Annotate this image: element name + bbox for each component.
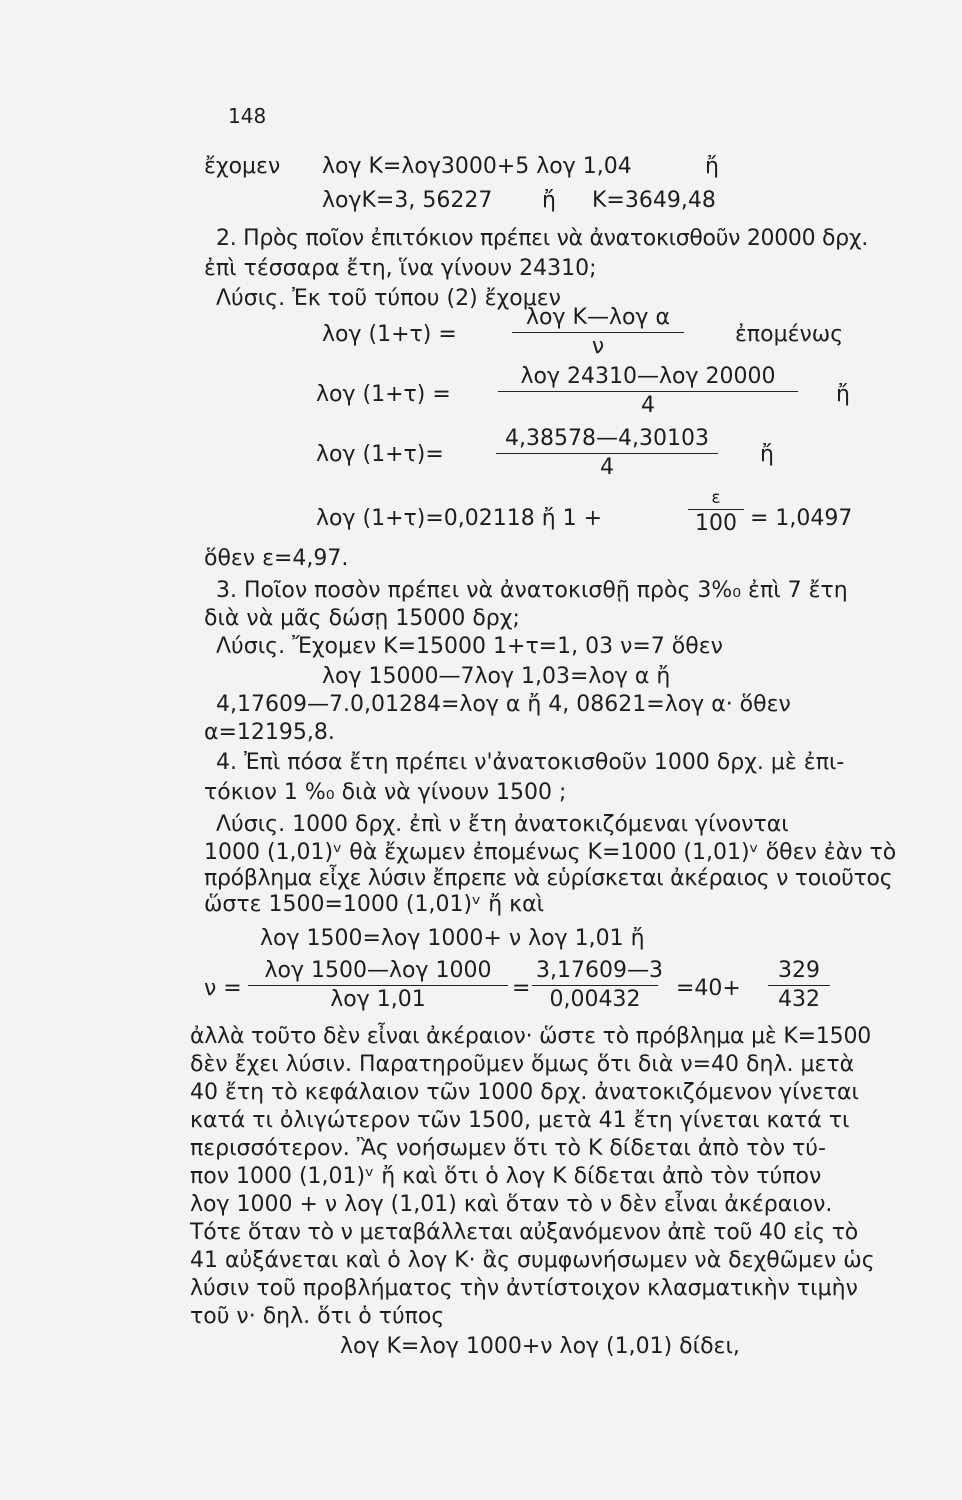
solution-heading: Λύσις. Ἔχομεν Κ=15000 1+τ=1, 03 ν=7 ὅθεν [216,634,723,659]
text-line: πρόβλημα εἶχε λύσιν ἔπρεπε νὰ εὑρίσκεται ἀκέραιος ν τοιοῦτος [204,866,893,891]
fraction-numerator: λογ Κ—λογ α [526,305,670,330]
text-line: ὥστε 1500=1000 (1,01)ᵛ ἤ καὶ [204,892,545,917]
problem-3-line: διὰ νὰ μᾶς δώσῃ 15000 δρχ; [204,606,520,631]
equation-left: λογ (1+τ) = [316,382,451,407]
fraction [768,958,830,1013]
equation-line: λογ Κ=λογ 1000+ν λογ (1,01) δίδει, [340,1334,740,1359]
equation-left: ν = [204,976,242,1001]
fraction-denominator: ν [591,334,605,359]
text-line: ἤ [760,442,774,467]
fraction [496,426,718,481]
fraction-numerator: ε [711,488,721,508]
text-line: α=12195,8. [204,720,335,745]
fraction-denominator: 4 [600,455,614,480]
equation-left: λογ (1+τ)=0,02118 ἤ 1 + [316,506,603,531]
text-line: λύσιν τοῦ προβλήματος τὴν ἀντίστοιχον κλασματικὴν τιμὴν [190,1276,858,1301]
fraction [498,364,798,419]
fraction [512,305,684,360]
solution-heading: Λύσις. 1000 δρχ. ἐπὶ ν ἔτη ἀνατοκιζόμεναι γίνονται [216,812,789,837]
fraction-numerator: λογ 24310—λογ 20000 [520,364,776,389]
text-line: τοῦ ν· δηλ. ὅτι ὁ τύπος [190,1304,445,1329]
equation-left: λογ (1+τ) = [322,322,457,347]
solution-heading: Λύσις. Ἐκ τοῦ τύπου (2) ἔχομεν [216,286,561,311]
text-line: περισσότερον. Ἂς νοήσωμεν ὅτι τὸ Κ δίδεται ἀπὸ τὸν τύ- [190,1136,826,1161]
text-line: ἐπομένως [735,322,844,347]
fraction-bar [498,391,798,392]
fraction [248,958,508,1013]
text-line: πον 1000 (1,01)ᵛ ἤ καὶ ὅτι ὁ λογ Κ δίδεται ἀπὸ τὸν τύπον [190,1164,822,1189]
equation-line: Κ=3649,48 [592,188,716,213]
equation-left: λογ (1+τ)= [316,442,444,467]
fraction-bar [768,985,830,986]
text-line: κατά τι ὀλιγώτερον τῶν 1500, μετὰ 41 ἔτη γίνεται κατά τι [190,1108,850,1133]
fraction-denominator: 4 [641,393,655,418]
fraction-numerator: 329 [778,958,820,983]
fraction-bar [248,985,508,986]
text-line: ὅθεν ε=4,97. [204,546,349,571]
text-line: ἤ [836,382,850,407]
equation-line: λογ Κ=λογ3000+5 λογ 1,04 [322,154,632,179]
equation-line: λογ 15000—7λογ 1,03=λογ α ἤ [322,664,671,689]
fraction-denominator: λογ 1,01 [330,987,426,1012]
equals-sign: = [512,976,531,1001]
page-number: 148 [228,104,267,128]
problem-2-line: ἐπὶ τέσσαρα ἔτη, ἵνα γίνουν 24310; [204,256,597,281]
problem-2-line: 2. Πρὸς ποῖον ἐπιτόκιον πρέπει νὰ ἀνατοκισθοῦν 20000 δρχ. [216,226,868,251]
equation-mid: =40+ [676,976,741,1001]
fraction-bar [512,332,684,333]
fraction [688,488,744,537]
text-line: λογ 1000 + ν λογ (1,01) καὶ ὅταν τὸ ν δὲν εἶναι ἀκέραιον. [190,1192,833,1217]
fraction-bar [496,453,718,454]
fraction-numerator: λογ 1500—λογ 1000 [264,958,492,983]
text-line: ἔχομεν [204,154,281,179]
text-line: ἤ [542,188,556,213]
text-line: δὲν ἔχει λύσιν. Παρατηροῦμεν ὅμως ὅτι διὰ ν=40 δηλ. μετὰ [190,1052,855,1077]
fraction-denominator: 432 [778,987,820,1012]
text-line: ἀλλὰ τοῦτο δὲν εἶναι ἀκέραιον· ὥστε τὸ πρόβλημα μὲ Κ=1500 [190,1024,872,1049]
text-line: Τότε ὅταν τὸ ν μεταβάλλεται αὐξανόμενον ἀπὲ τοῦ 40 εἰς τὸ [190,1220,859,1245]
equation-line: λογΚ=3, 56227 [322,188,493,213]
problem-4-line: τόκιον 1 %₀ διὰ νὰ γίνουν 1500 ; [204,780,567,805]
fraction [532,958,663,1013]
text-line: ἤ [705,154,719,179]
fraction-denominator: 0,00432 [549,987,641,1012]
equation-line: 4,17609—7.0,01284=λογ α ἤ 4, 08621=λογ α· ὅθεν [216,692,791,717]
text-line: 40 ἔτη τὸ κεφάλαιον τῶν 1000 δρχ. ἀνατοκιζόμενον γίνεται [190,1080,859,1105]
text-line: 41 αὐξάνεται καὶ ὁ λογ Κ· ἂς συμφωνήσωμεν νὰ δεχθῶμεν ὡς [190,1248,875,1273]
fraction-bar [532,985,658,986]
equation-line: λογ 1500=λογ 1000+ ν λογ 1,01 ἤ [260,926,645,951]
fraction-denominator: 100 [695,511,737,536]
fraction-numerator: 4,38578—4,30103 [505,426,709,451]
text-line: 1000 (1,01)ᵛ θὰ ἔχωμεν ἐπομένως Κ=1000 (1,01)ᵛ ὅθεν ἐὰν τὸ [204,840,897,865]
fraction-numerator: 3,17609—3 [536,958,663,983]
problem-4-line: 4. Ἐπὶ πόσα ἔτη πρέπει ν'ἀνατοκισθοῦν 1000 δρχ. μὲ ἐπι- [216,750,845,775]
equation-right: = 1,0497 [750,506,853,531]
problem-3-line: 3. Ποῖον ποσὸν πρέπει νὰ ἀνατοκισθῇ πρὸς 3%₀ ἐπὶ 7 ἔτη [216,578,848,603]
fraction-bar [688,509,744,510]
